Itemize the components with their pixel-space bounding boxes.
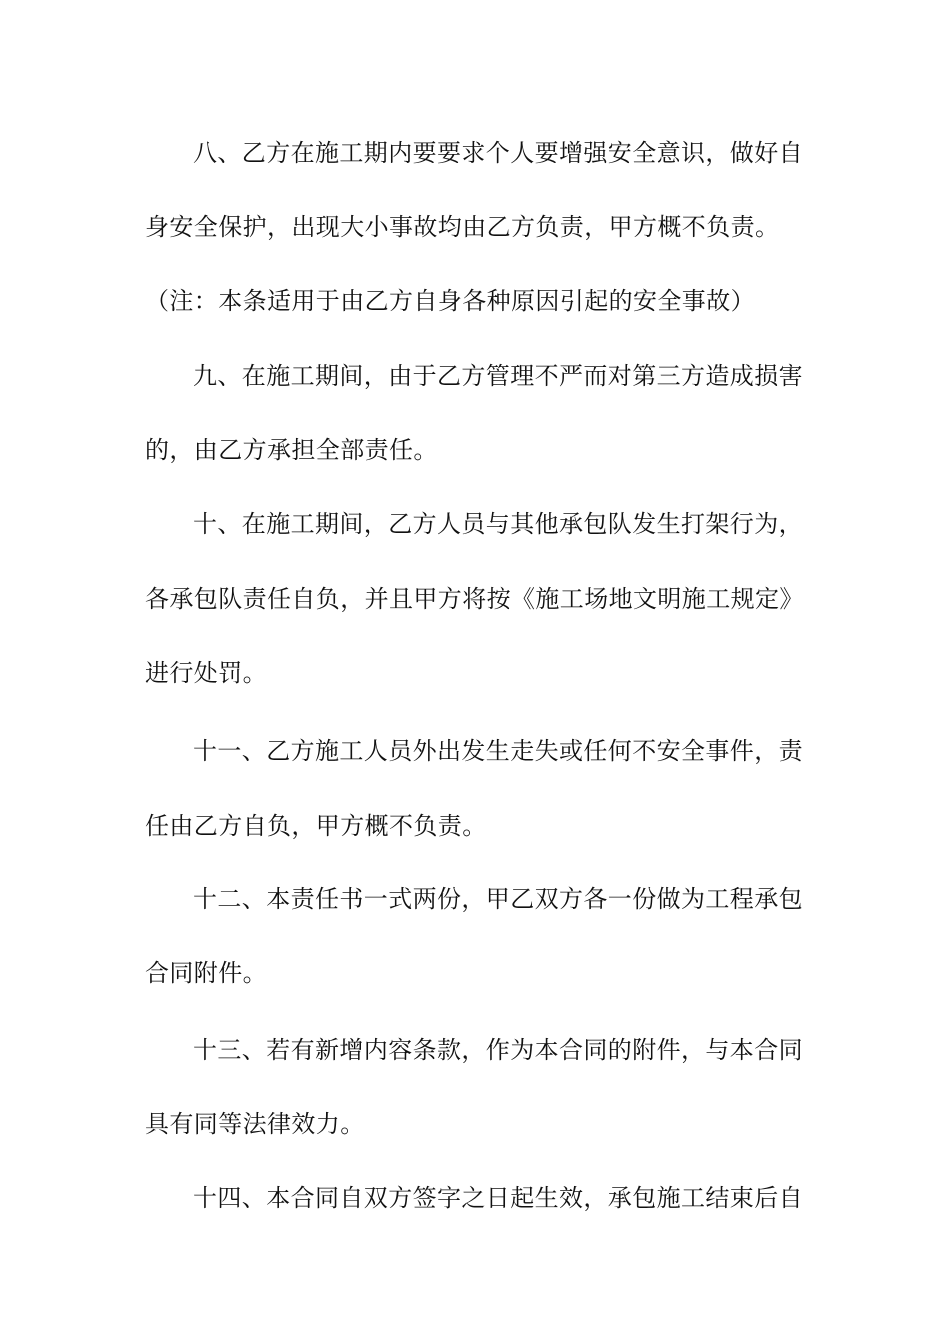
clause-8-note: （注：本条适用于由乙方自身各种原因引起的安全事故） [145, 287, 755, 315]
clause-10-line-1: 十、在施工期间，乙方人员与其他承包队发生打架行为， [193, 510, 803, 538]
clause-12-line-2: 合同附件。 [145, 959, 267, 987]
clause-9-line-1: 九、在施工期间，由于乙方管理不严而对第三方造成损害 [193, 362, 803, 390]
clause-14-line-1: 十四、本合同自双方签字之日起生效，承包施工结束后自 [193, 1184, 803, 1212]
clause-12-line-1: 十二、本责任书一式两份，甲乙双方各一份做为工程承包 [193, 885, 803, 913]
clause-13-line-2: 具有同等法律效力。 [145, 1110, 365, 1138]
clause-8-line-2: 身安全保护，出现大小事故均由乙方负责，甲方概不负责。 [145, 213, 780, 241]
clause-11-line-1: 十一、乙方施工人员外出发生走失或任何不安全事件，责 [193, 737, 803, 765]
clause-10-line-3: 进行处罚。 [145, 659, 267, 687]
clause-10-line-2: 各承包队责任自负，并且甲方将按《施工场地文明施工规定》 [145, 585, 804, 613]
clause-11-line-2: 任由乙方自负，甲方概不负责。 [145, 812, 487, 840]
clause-9-line-2: 的，由乙方承担全部责任。 [145, 436, 438, 464]
clause-8-line-1: 八、乙方在施工期内要要求个人要增强安全意识，做好自 [193, 139, 803, 167]
clause-13-line-1: 十三、若有新增内容条款，作为本合同的附件，与本合同 [193, 1036, 803, 1064]
